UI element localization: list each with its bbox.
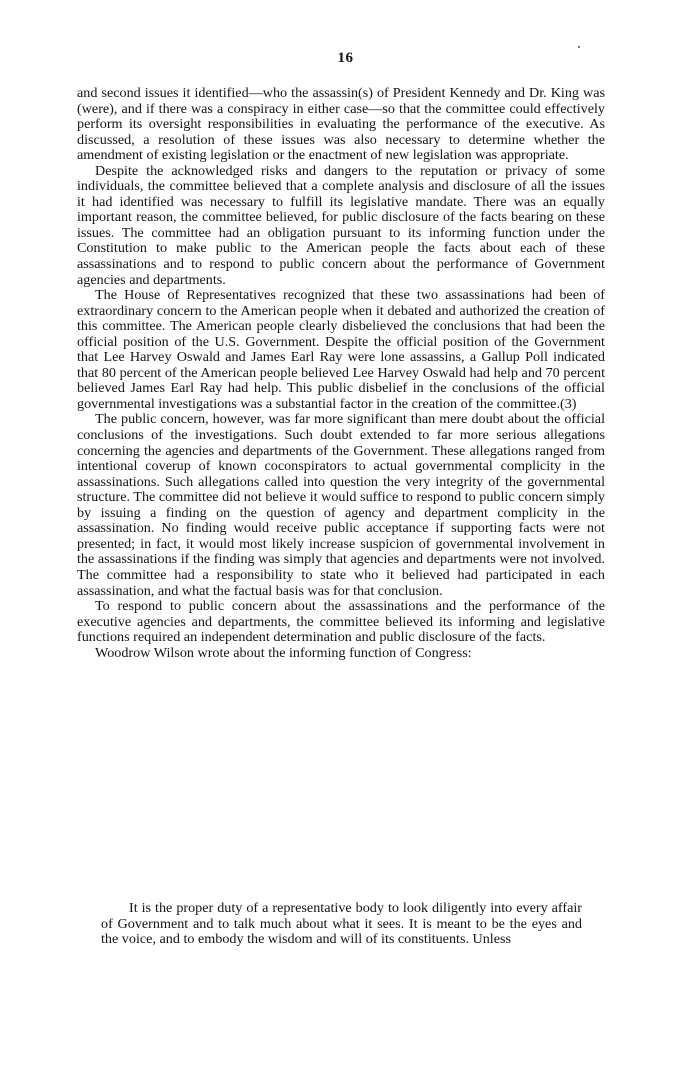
body-text — [77, 86, 605, 661]
page-number: 16 — [337, 50, 354, 66]
paragraph-quote-intro: Woodrow Wilson wrote about the informing function of Congress: — [95, 644, 472, 661]
paragraph: Despite the acknowledged risks and dangers to the reputation or privacy of some individuals, the committee believed that a complete analysis and disclosure of all the issues it had identified was necessary to fulfill its legislative mandate. There was an equally important reason, the committee believed, for public disclosure of the facts bearing on these issues. The committee had an obligation pursuant to its informing function under the Constitution to make public to the American people the facts about each of these assassinations and to respond to public concern about the performance of Government agencies and departments. — [77, 162, 605, 288]
quote-text: It is the proper duty of a representative body to look diligently into every affair of Government and to talk much about what it sees. It is meant to be the eyes and the voice, and to embody the wisdom and will of its constituents. Unless — [101, 900, 582, 948]
paragraph: To respond to public concern about the assassinations and the performance of the executive agencies and departments, the committee believed its informing and legislative functions required an independent determination and public disclosure of the facts. — [77, 598, 605, 646]
paragraph-continued: and second issues it identified—who the assassin(s) of President Kennedy and Dr. King was (were), and if there was a conspiracy in either case—so that the committee could effectively perform its oversight responsibilities in evaluating the performance of the executive. As discussed, a resolution of these issues was also necessary to determine whether the amendment of existing legislation or the enactment of new legislation was appropriate. — [77, 85, 605, 164]
stray-ink-mark — [578, 46, 580, 48]
paragraph: The House of Representatives recognized that these two assassinations had been of extraordinary concern to the American people when it debated and authorized the creation of this committee. The American people clearly disbelieved the conclusions that had been the official position of the U.S. Government. Despite the official position of the Government that Lee Harvey Oswald and James Earl Ray were lone assassins, a Gallup Poll indicated that 80 percent of the American people believed Lee Harvey Oswald had help and 70 percent believed James Earl Ray had help. This public disbelief in the conclusions of the official governmental investigations was a substantial factor in the creation of the committee.(3) — [77, 287, 605, 412]
block-quote — [101, 901, 582, 948]
paragraph: The public concern, however, was far more significant than mere doubt about the official conclusions of the investigations. Such doubt extended to far more serious allegations concerning the agencies and departments of the Government. These allegations ranged from intentional coverup of known coconspirators to actual governmental complicity in the assassinations. Such allegations called into question the very integrity of the governmental structure. The committee did not believe it would suffice to respond to public concern simply by issuing a finding on the question of agency and department complicity in the assassination. No finding would receive public acceptance if supporting facts were not presented; in fact, it would most likely increase suspicion of governmental involvement in the assassinations if the finding was simply that agencies and departments were not involved. The committee had a responsibility to state who it believed had participated in each assassination, and what the factual basis was for that conclusion. — [77, 411, 605, 599]
